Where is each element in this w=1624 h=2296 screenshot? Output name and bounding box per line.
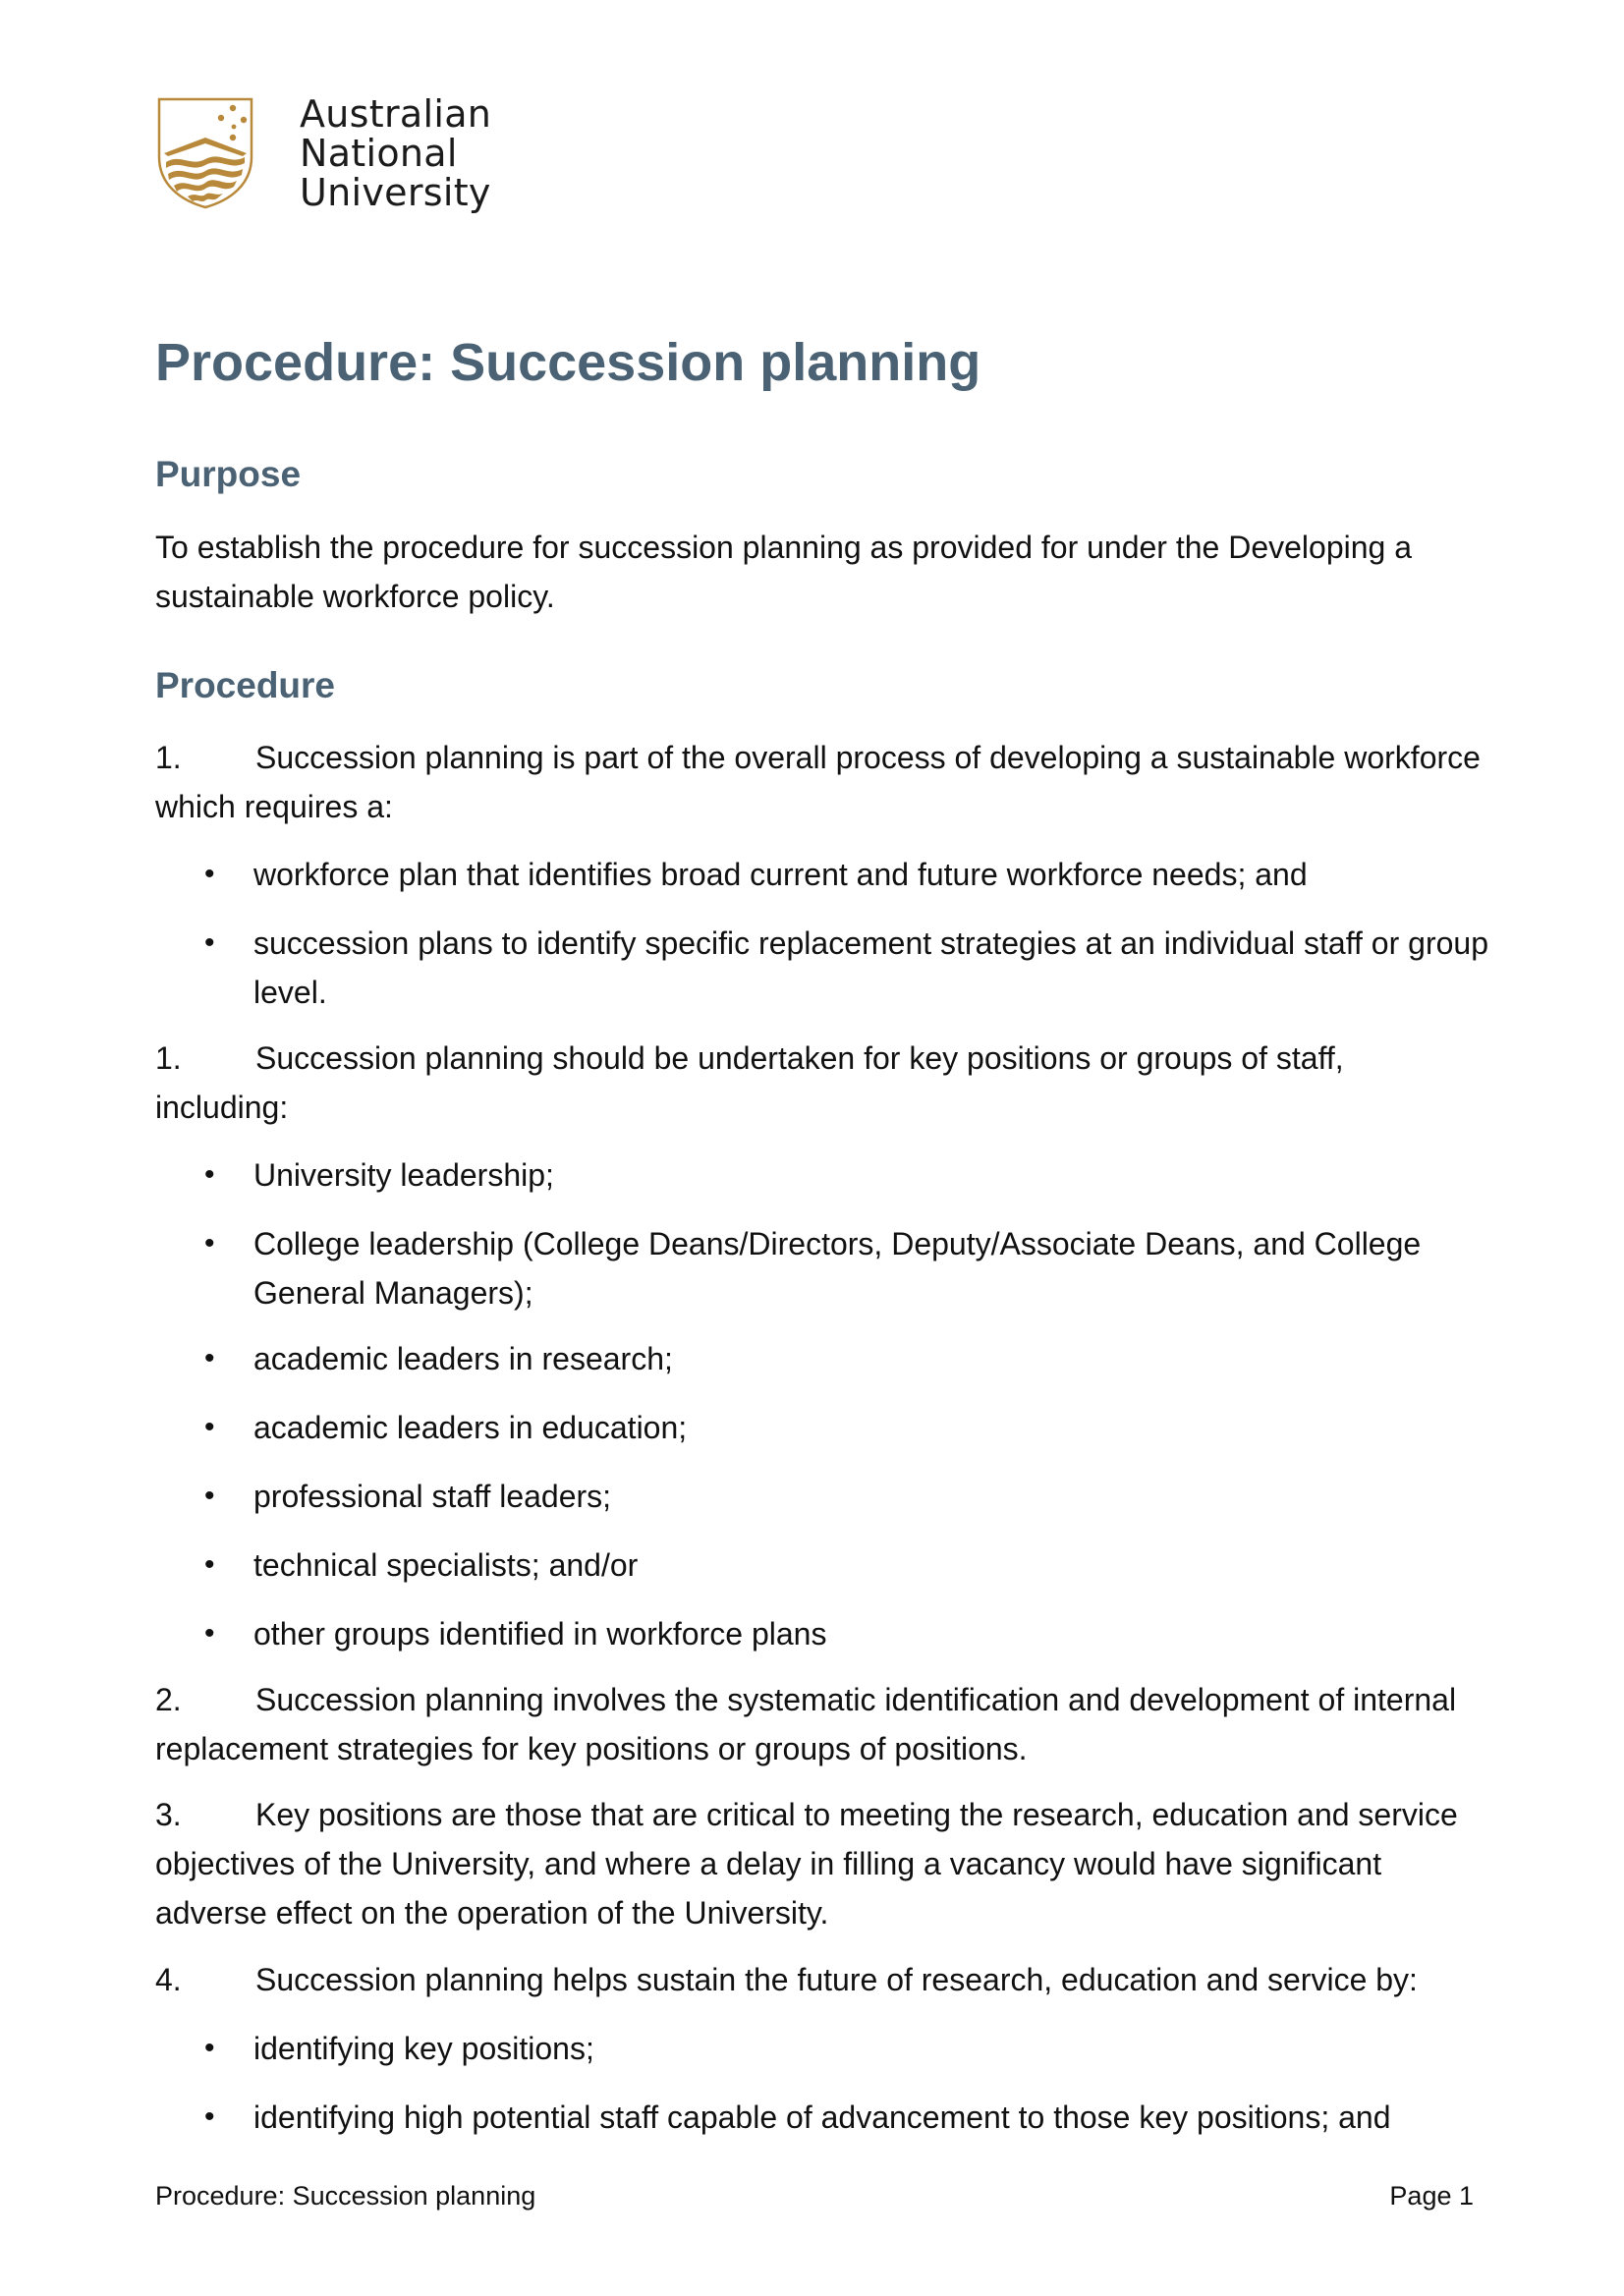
bullet-text: University leadership; — [253, 1157, 554, 1193]
footer-page-number: Page 1 — [1389, 2181, 1474, 2211]
bullet-icon: • — [204, 2032, 215, 2064]
procedure-item — [155, 1675, 1482, 1773]
bullet-item — [204, 1472, 1531, 1521]
logo-line-3: University — [300, 171, 491, 214]
item-text: Succession planning involves the systematic identification and development of internal replacement strategies for key positions or groups of positions. — [155, 1682, 1457, 1766]
procedure-item — [155, 1034, 1482, 1132]
bullet-text: College leadership (College Deans/Directors, Deputy/Associate Deans, and College General Managers); — [253, 1226, 1422, 1311]
procedure-heading: Procedure — [155, 665, 336, 705]
bullet-icon: • — [204, 2100, 215, 2133]
bullet-icon: • — [204, 1548, 215, 1581]
bullet-icon: • — [204, 1158, 215, 1191]
item-text: Succession planning is part of the overall process of developing a sustainable workforce which requires a: — [155, 740, 1481, 824]
item-text: Key positions are those that are critical to meeting the research, education and service objectives of the University, and where a delay in filling a vacancy would have significant adverse effect on the operation of the University. — [155, 1797, 1458, 1931]
bullet-icon: • — [204, 1227, 215, 1260]
bullet-text: workforce plan that identifies broad current and future workforce needs; and — [253, 857, 1308, 892]
anu-shield-icon — [155, 96, 255, 210]
anu-logo — [155, 92, 492, 214]
bullet-text: succession plans to identify specific replacement strategies at an individual staff or group level. — [253, 925, 1488, 1010]
bullet-text: identifying key positions; — [253, 2031, 594, 2066]
bullet-item — [204, 1334, 1531, 1383]
bullet-text: academic leaders in education; — [253, 1410, 688, 1445]
bullet-icon: • — [204, 858, 215, 890]
bullet-text: identifying high potential staff capable of advancement to those key positions; and — [253, 2100, 1391, 2135]
bullet-item — [204, 850, 1531, 899]
item-number: 4. — [155, 1962, 182, 1997]
logo-wordmark — [300, 94, 491, 212]
logo-line-2: National — [300, 132, 458, 175]
bullet-item — [204, 1540, 1531, 1590]
bullet-icon: • — [204, 1480, 215, 1512]
purpose-heading: Purpose — [155, 454, 302, 494]
item-text: Succession planning helps sustain the future of research, education and service by: — [255, 1962, 1418, 1997]
item-number: 1. — [155, 1040, 182, 1076]
bullet-item — [204, 1150, 1531, 1200]
bullet-item — [204, 2093, 1531, 2142]
bullet-text: professional staff leaders; — [253, 1479, 612, 1514]
logo-line-1: Australian — [300, 92, 492, 136]
item-number: 2. — [155, 1682, 182, 1717]
bullet-item — [204, 919, 1531, 1017]
procedure-item — [155, 1790, 1482, 1937]
bullet-icon: • — [204, 1411, 215, 1443]
procedure-item — [155, 1955, 1482, 2004]
footer-document-title: Procedure: Succession planning — [155, 2181, 536, 2211]
bullet-text: technical specialists; and/or — [253, 1547, 639, 1583]
bullet-text: other groups identified in workforce plans — [253, 1616, 827, 1652]
bullet-text: academic leaders in research; — [253, 1341, 673, 1376]
bullet-item — [204, 1219, 1531, 1317]
bullet-item — [204, 1403, 1531, 1452]
item-number: 1. — [155, 740, 182, 775]
bullet-icon: • — [204, 1342, 215, 1374]
item-text: Succession planning should be undertaken for key positions or groups of staff, including: — [155, 1040, 1344, 1125]
bullet-icon: • — [204, 926, 215, 959]
item-number: 3. — [155, 1797, 182, 1832]
purpose-text: To establish the procedure for succession planning as provided for under the Developing a sustainable workforce policy. — [155, 530, 1413, 614]
bullet-item — [204, 2024, 1531, 2073]
bullet-icon: • — [204, 1617, 215, 1650]
bullet-item — [204, 1609, 1531, 1658]
page-title: Procedure: Succession planning — [155, 333, 981, 392]
procedure-item — [155, 733, 1482, 831]
